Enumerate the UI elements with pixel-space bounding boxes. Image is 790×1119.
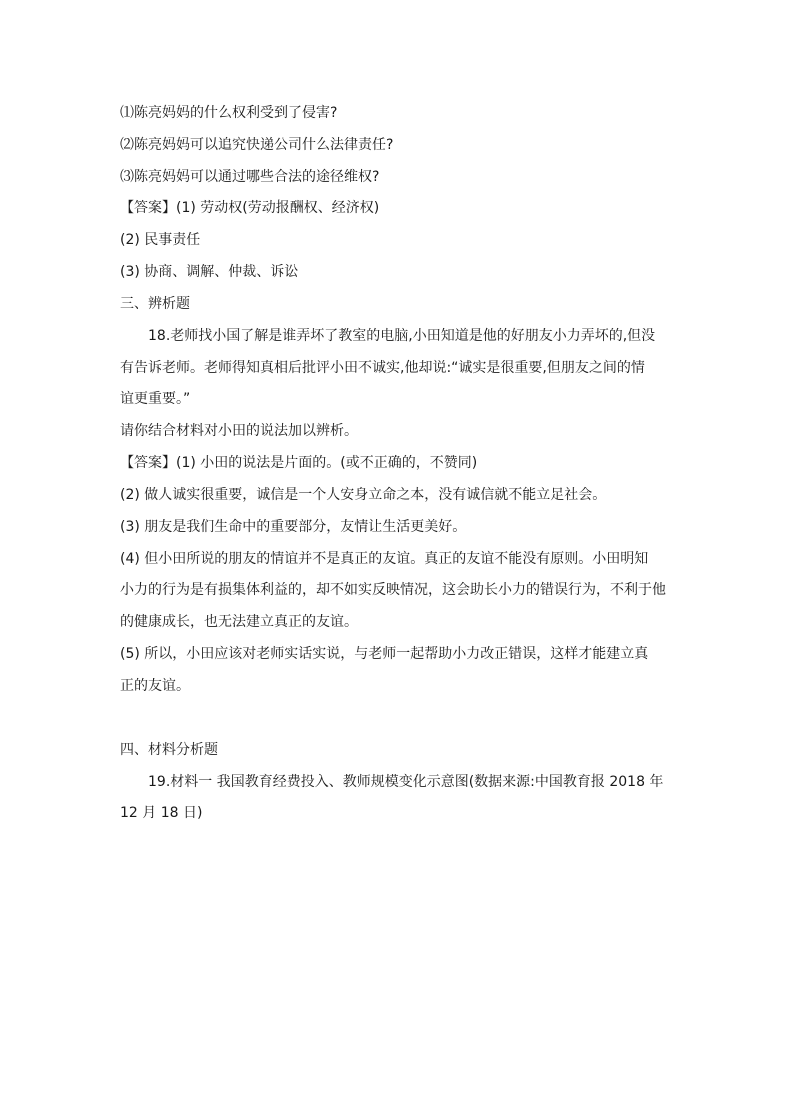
section-3-heading: 三、辨析题 <box>120 296 190 312</box>
section-4-heading: 四、材料分析题 <box>120 742 218 758</box>
answer-18-1: 【答案】(1) 小田的说法是片面的。(或不正确的，不赞同) <box>120 455 478 471</box>
question-18-text-2: 有告诉老师。老师得知真相后批评小田不诚实,他却说:“诚实是很重要,但朋友之间的情 <box>120 360 645 376</box>
question-17-1: ⑴陈亮妈妈的什么权利受到了侵害? <box>120 105 338 121</box>
question-17-3: ⑶陈亮妈妈可以通过哪些合法的途径维权? <box>120 169 380 185</box>
question-17-2: ⑵陈亮妈妈可以追究快递公司什么法律责任? <box>120 137 394 153</box>
answer-17-3: (3) 协商、调解、仲裁、诉讼 <box>120 264 299 280</box>
answer-17-1: 【答案】(1) 劳动权(劳动报酬权、经济权) <box>120 200 380 216</box>
answer-18-3: (3) 朋友是我们生命中的重要部分，友情让生活更美好。 <box>120 519 467 535</box>
question-19-text-2: 12 月 18 日) <box>120 805 203 821</box>
question-18-prompt: 请你结合材料对小田的说法加以辨析。 <box>120 423 358 439</box>
answer-18-2: (2) 做人诚实很重要，诚信是一个人安身立命之本，没有诚信就不能立足社会。 <box>120 487 607 503</box>
question-18-text-1: 18.老师找小国了解是谁弄坏了教室的电脑,小田知道是他的好朋友小力弄坏的,但没 <box>148 328 656 344</box>
answer-18-4-line3: 的健康成长，也无法建立真正的友谊。 <box>120 614 358 630</box>
answer-18-4-line1: (4) 但小田所说的朋友的情谊并不是真正的友谊。真正的友谊不能没有原则。小田明知 <box>120 551 649 567</box>
question-18-text-3: 谊更重要。” <box>120 391 191 407</box>
answer-17-2: (2) 民事责任 <box>120 232 201 248</box>
answer-18-4-line2: 小力的行为是有损集体利益的，却不如实反映情况，这会助长小力的错误行为，不利于他 <box>120 582 666 598</box>
answer-18-5-line2: 正的友谊。 <box>120 678 190 694</box>
answer-18-5-line1: (5) 所以，小田应该对老师实话实说，与老师一起帮助小力改正错误，这样才能建立真 <box>120 646 649 662</box>
question-19-text-1: 19.材料一 我国教育经费投入、教师规模变化示意图(数据来源:中国教育报 2018 年 <box>148 774 664 790</box>
